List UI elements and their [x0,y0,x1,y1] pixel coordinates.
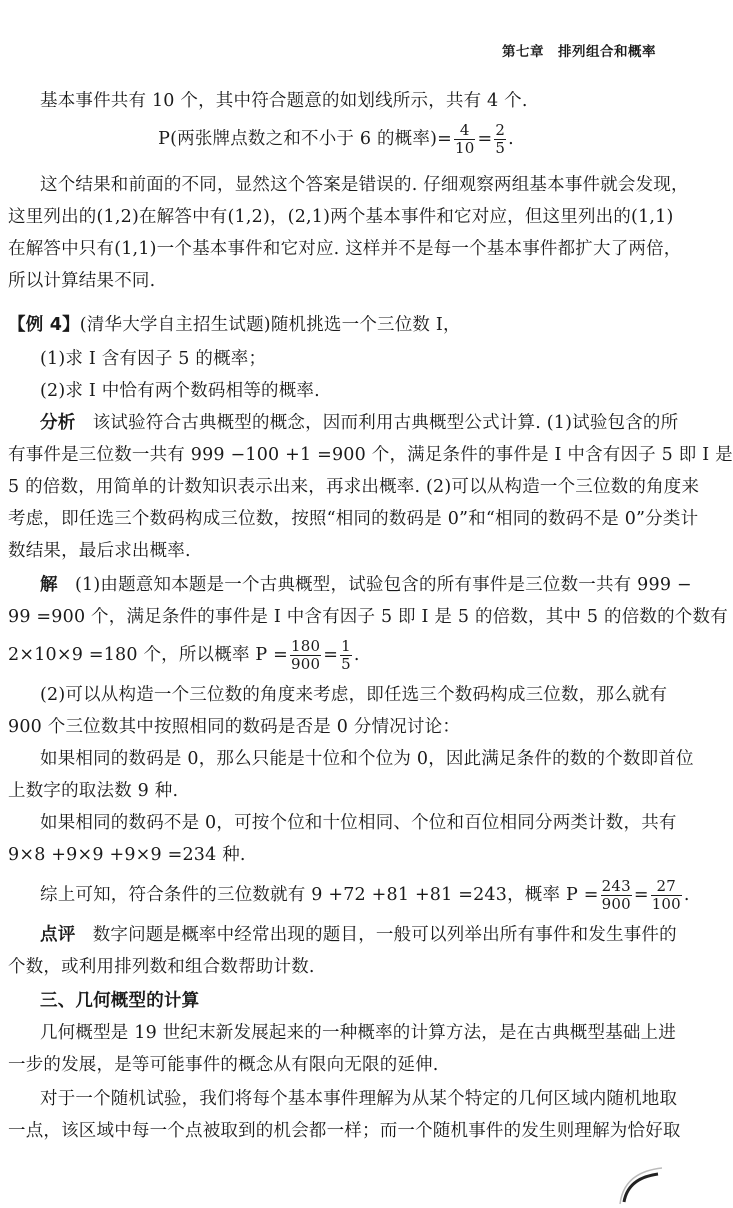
example-text: (清华大学自主招生试题)随机挑选一个三位数 I， [79,315,461,335]
text-line: 所以计算结果不同. [8,271,156,291]
formula-text: 综上可知，符合条件的三位数就有 9 +72 +81 +81 =243，概率 P = [40,885,599,905]
text-line: 几何概型是 19 世纪末新发展起来的一种概率的计算方法，是在古典概型基础上进 [40,1023,676,1043]
period: . [508,129,514,149]
formula-text: 2×10×9 =180 个，所以概率 P = [8,645,289,665]
numerator: 180 [291,637,321,655]
question-2: (2)求 I 中恰有两个数码相等的概率. [40,381,320,401]
denominator: 900 [601,895,631,913]
solution-line [40,572,692,598]
text-line: 在解答中只有(1,1)一个基本事件和它对应. 这样并不是每一个基本事件都扩大了两倍， [8,239,682,259]
equals: = [633,885,649,905]
analysis-line [40,410,679,436]
text-line: 考虑，即任选三个数码构成三位数，按照“相同的数码是 0”和“相同的数码不是 0”分类计 [8,509,699,529]
text-line: 个数，或利用排列数和组合数帮助计数. [8,957,315,977]
text-line: 对于一个随机试验，我们将每个基本事件理解为从某个特定的几何区域内随机地取 [40,1089,678,1109]
denominator: 5 [495,139,506,157]
numerator: 243 [601,877,631,895]
chapter-header: 第七章 排列组合和概率 [502,44,656,60]
fraction [601,878,632,913]
text-line: 如果相同的数码是 0，那么只能是十位和个位为 0，因此满足条件的数的个数即首位 [40,749,694,769]
analysis-text: 该试验符合古典概型的概念，因而利用古典概型公式计算. (1)试验包含的所 [92,413,679,433]
fraction [494,122,506,157]
text-line: 900 个三位数其中按照相同的数码是否是 0 分情况讨论： [8,717,461,737]
comment-text: 数字问题是概率中经常出现的题目，一般可以列举出所有事件和发生事件的 [92,925,677,945]
text-line: 有事件是三位数一共有 999 −100 +1 =900 个，满足条件的事件是 I 中含有因子 5 即 I 是 [8,445,733,465]
analysis-label: 分析 [40,413,76,433]
numerator: 27 [651,878,682,896]
solution-label: 解 [40,575,58,595]
fraction [290,638,321,673]
fraction [340,638,352,673]
text-line: 上数字的取法数 9 种. [8,781,179,801]
text-line: 9×8 +9×9 +9×9 =234 种. [8,845,246,865]
example-label: 【例 4】 [8,315,80,335]
question-1: (1)求 I 含有因子 5 的概率； [40,349,267,369]
text-line: 基本事件共有 10 个，其中符合题意的如划线所示，共有 4 个. [40,91,528,111]
fraction [651,878,682,913]
text-line: 如果相同的数码不是 0，可按个位和十位相同、个位和百位相同分两类计数，共有 [40,813,677,833]
numerator: 1 [341,637,351,655]
period: . [683,885,690,905]
text-line: 99 =900 个，满足条件的事件是 I 中含有因子 5 即 I 是 5 的倍数，其中 5 的倍数的个数有 [8,607,728,627]
equals: = [323,645,339,665]
denominator: 10 [454,139,475,157]
text-line: 一点，该区域中每一个点被取到的机会都一样；而一个随机事件的发生则理解为恰好取 [8,1121,681,1141]
denominator: 5 [341,655,351,673]
comment-label: 点评 [40,925,76,945]
conclusion-formula [40,877,690,913]
solution-formula [8,638,660,673]
fraction [454,122,476,157]
numerator: 2 [495,121,506,139]
text-line: (2)可以从构造一个三位数的角度来考虑，即任选三个数码构成三位数，那么就有 [40,685,668,705]
text-line: 一步的发展，是等可能事件的概念从有限向无限的延伸. [8,1055,439,1075]
solution-text: (1)由题意知本题是一个古典概型，试验包含的所有事件是三位数一共有 999 − [75,575,692,595]
text-line: 5 的倍数，用简单的计数知识表示出来，再求出概率. (2)可以从构造一个三位数的角度来 [8,477,700,497]
probability-formula [0,122,672,157]
denominator: 900 [291,655,321,673]
comment-line [40,922,677,948]
text-line: 这里列出的(1,2)在解答中有(1,2)，(2,1)两个基本事件和它对应，但这里列出的(1,1) [8,207,674,227]
numerator: 4 [454,122,476,140]
text-line: 数结果，最后求出概率. [8,541,191,561]
page-curl-icon [618,1164,664,1204]
section-heading: 三、几何概型的计算 [40,991,200,1011]
example-4-title [8,312,660,338]
denominator: 100 [651,895,681,913]
formula-text: P(两张牌点数之和不小于 6 的概率)= [158,129,452,149]
equals: = [477,129,493,149]
period: . [353,645,360,665]
text-line: 这个结果和前面的不同，显然这个答案是错误的. 仔细观察两组基本事件就会发现， [40,175,689,195]
